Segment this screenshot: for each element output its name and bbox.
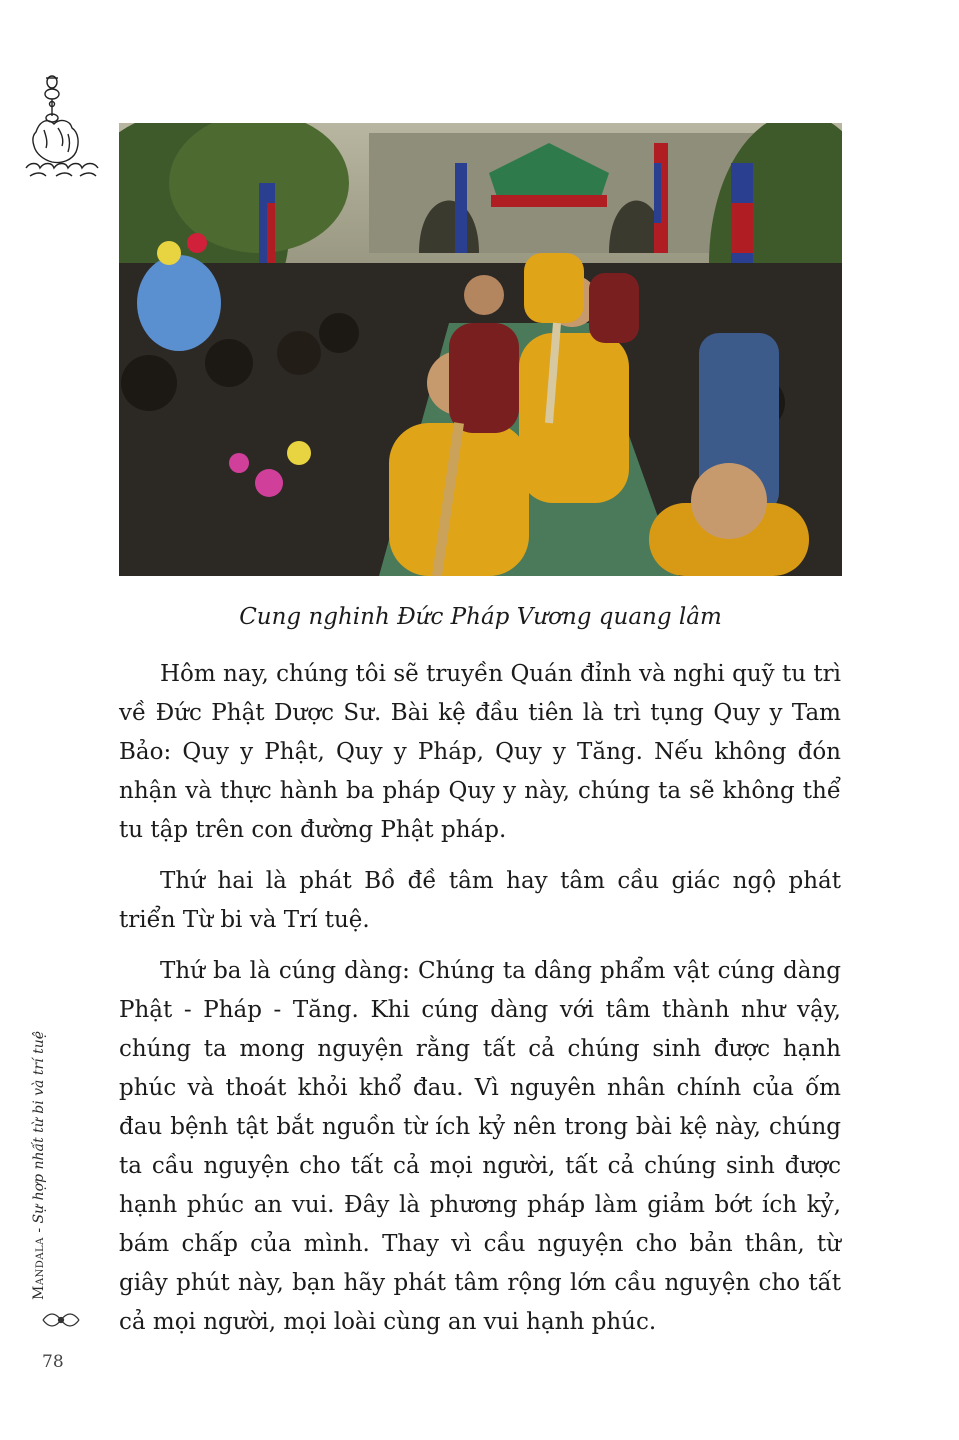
monk (519, 333, 629, 503)
knot-ornament-icon (41, 1310, 81, 1330)
paragraph: Thứ hai là phát Bồ đề tâm hay tâm cầu giác ngộ phát triển Từ bi và Trí tuệ. (119, 868, 841, 933)
procession-photo (119, 123, 842, 576)
photo-caption: Cung nghinh Đức Pháp Vương quang lâm (239, 604, 722, 630)
flower-bouquet (255, 469, 283, 497)
running-head-separator: - (31, 1223, 47, 1238)
body-text (119, 655, 841, 1354)
running-head-subtitle: Sự hợp nhất từ bi và trí tuệ (31, 1030, 47, 1224)
page-number: 78 (42, 1352, 64, 1372)
spectator (319, 313, 359, 353)
running-head-brand: Mandala (31, 1237, 47, 1300)
flag (455, 163, 467, 253)
vajra-hand-ornament-icon (22, 72, 104, 184)
flower-bouquet (137, 255, 221, 351)
monk (524, 253, 584, 323)
monk (449, 323, 519, 433)
paragraph: Thứ ba là cúng dàng: Chúng ta dâng phẩm vật cúng dàng Phật - Pháp - Tăng. Khi cúng dàng với tâm thành như vậy, chúng ta mong nguyện rằng tất cả chúng sinh được hạnh phúc và thoát khỏi khổ đau. Vì nguyên nhân chính của ốm đau bệnh tật bắt nguồn từ ích kỷ nên trong bài kệ này, chúng ta cầu nguyện cho tất cả mọi người, tất cả chúng sinh được hạnh phúc an vui. Đây là phương pháp làm giảm bớt ích kỷ, bám chấp của mình. Thay vì cầu nguyện cho bản thân, từ giây phút này, bạn hãy phát tâm rộng lớn cầu nguyện cho tất cả mọi người, mọi loài cùng an vui hạnh phúc. (119, 958, 841, 1335)
monk (589, 273, 639, 343)
running-head (28, 970, 50, 1300)
spectator (277, 331, 321, 375)
spectator (121, 355, 177, 411)
paragraph: Hôm nay, chúng tôi sẽ truyền Quán đỉnh và nghi quỹ tu trì về Đức Phật Dược Sư. Bài kệ đầu tiên là trì tụng Quy y Tam Bảo: Quy y Phật, Quy y Pháp, Quy y Tăng. Nếu không đón nhận và thực hành ba pháp Quy y này, chúng ta sẽ không thể tu tập trên con đường Phật pháp. (119, 661, 841, 843)
spectator (205, 339, 253, 387)
